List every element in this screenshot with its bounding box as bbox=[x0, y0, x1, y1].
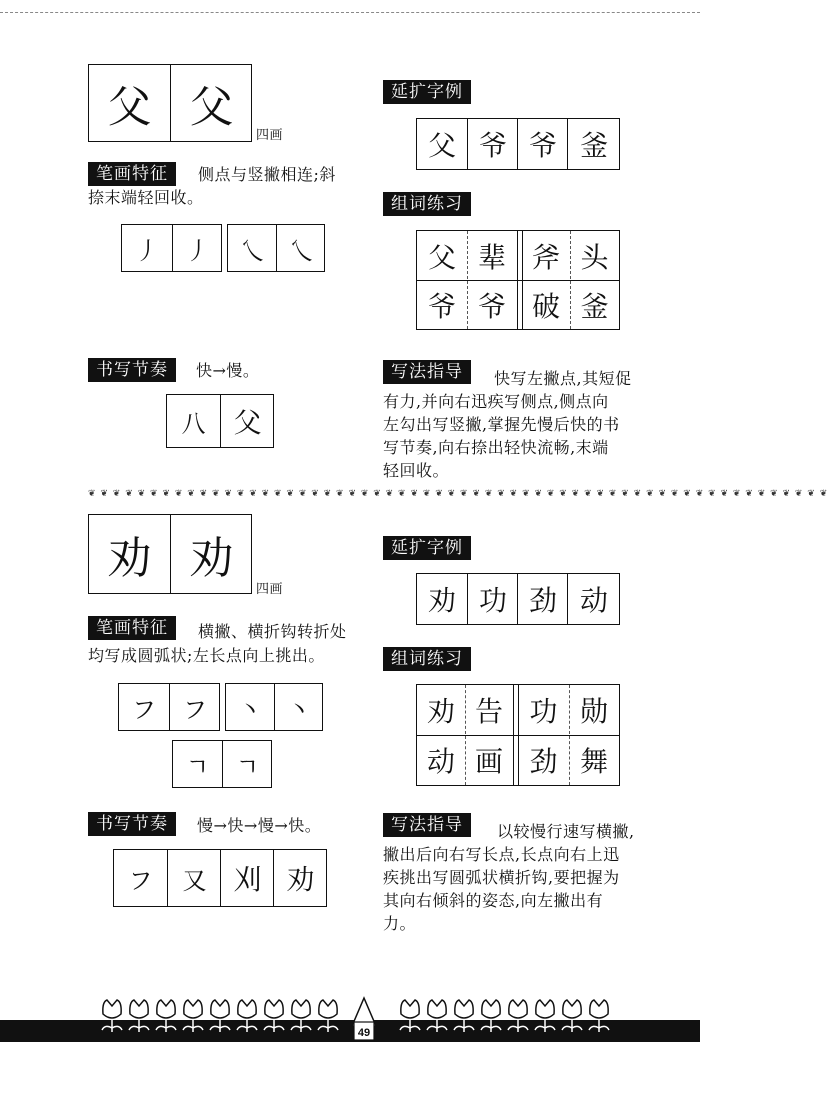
s1-stroke-count: 四画 bbox=[256, 128, 284, 143]
s2-feature-text-1: 横撇、横折钩转折处 bbox=[198, 622, 347, 641]
s1-guide-label: 写法指导 bbox=[383, 360, 471, 384]
s2-stroke-4: 丶 bbox=[274, 684, 323, 730]
footer-tulip bbox=[292, 1000, 310, 1018]
s1-stroke-4: 乀 bbox=[276, 225, 325, 271]
s2-rhythm-cell-4: 劝 bbox=[273, 850, 327, 906]
s2-stroke-5: ㄱ bbox=[185, 752, 210, 781]
s1-rhythm-cell-2: 父 bbox=[220, 395, 274, 447]
s2-rhythm-cell-1: フ bbox=[128, 866, 153, 895]
s1-rhythm-box bbox=[166, 394, 274, 448]
s1-main-char-left: 父 bbox=[107, 82, 152, 133]
s1-words-grid bbox=[416, 230, 620, 330]
footer-tulip bbox=[509, 1000, 527, 1018]
page-number: 49 bbox=[357, 1027, 371, 1039]
footer-tulip bbox=[482, 1000, 500, 1018]
s2-stroke-3: 丶 bbox=[238, 695, 262, 724]
s2-rhythm-cell-3: 刈 bbox=[220, 850, 274, 906]
s1-feature-text-2: 捺末端轻回收。 bbox=[88, 188, 204, 207]
s2-word-2b: 勋 bbox=[579, 695, 608, 728]
s1-expand-grid bbox=[416, 118, 620, 170]
s2-guide-line-5: 力。 bbox=[383, 914, 417, 933]
footer-tulip bbox=[130, 1000, 148, 1018]
s2-feature-text-2: 均写成圆弧状;左长点向上挑出。 bbox=[88, 646, 325, 665]
footer-tulip bbox=[184, 1000, 202, 1018]
s2-words-grid bbox=[416, 684, 620, 786]
s2-rhythm-text: 慢→快→慢→快。 bbox=[197, 816, 322, 835]
footer-tulip bbox=[103, 1000, 121, 1018]
s2-rhythm-cell-2: 又 bbox=[167, 850, 221, 906]
s2-expand-char-1: 劝 bbox=[427, 584, 456, 617]
s1-stroke-box-2 bbox=[227, 224, 325, 272]
s1-word-4b: 釜 bbox=[580, 289, 609, 323]
s2-main-char-left: 劝 bbox=[107, 533, 152, 584]
s2-expand-grid bbox=[416, 573, 620, 625]
s2-word-4b: 舞 bbox=[579, 745, 608, 778]
s1-rhythm-text: 快→慢。 bbox=[196, 361, 260, 380]
s2-word-3a: 动 bbox=[426, 745, 455, 778]
s1-feature-label: 笔画特征 bbox=[88, 162, 176, 186]
s2-main-char-box bbox=[88, 514, 252, 594]
s2-guide-line-1: 以较慢行速写横撇, bbox=[497, 822, 635, 841]
s1-word-1b: 辈 bbox=[477, 240, 506, 274]
s1-expand-char-3: 爷 bbox=[517, 119, 568, 169]
s2-stroke-6: ㄱ bbox=[222, 741, 272, 787]
s2-stroke-count: 四画 bbox=[256, 582, 284, 597]
s1-word-4a: 破 bbox=[531, 289, 560, 323]
s2-word-4a: 劲 bbox=[529, 745, 558, 778]
footer-tulip bbox=[563, 1000, 581, 1018]
s2-guide-label: 写法指导 bbox=[383, 813, 471, 837]
s1-feature-text-1: 侧点与竖撇相连;斜 bbox=[198, 165, 336, 184]
top-rule bbox=[0, 12, 700, 13]
s2-words-label: 组词练习 bbox=[383, 647, 471, 671]
s1-word-3b: 爷 bbox=[477, 289, 506, 323]
s1-guide-line-4: 写节奏,向右捺出轻快流畅,末端 bbox=[383, 438, 609, 457]
s2-stroke-box-2 bbox=[225, 683, 323, 731]
footer-tulip bbox=[238, 1000, 256, 1018]
footer-tulip bbox=[428, 1000, 446, 1018]
s2-word-2a: 功 bbox=[529, 695, 558, 728]
s1-words-vline-mid bbox=[517, 231, 518, 329]
s1-stroke-2: 丿 bbox=[172, 225, 222, 271]
s1-word-1a: 父 bbox=[427, 240, 456, 274]
s1-expand-char-1: 父 bbox=[427, 129, 456, 162]
s1-words-label: 组词练习 bbox=[383, 192, 471, 216]
s1-word-2b: 头 bbox=[580, 240, 609, 274]
s1-stroke-1: 丿 bbox=[135, 236, 159, 265]
s1-main-char-box bbox=[88, 64, 252, 142]
s1-word-3a: 爷 bbox=[427, 289, 456, 323]
footer-tulip bbox=[455, 1000, 473, 1018]
s2-guide-line-2: 撇出后向右写长点,长点向右上迅 bbox=[383, 845, 620, 864]
footer-band bbox=[0, 1020, 700, 1042]
s1-guide-line-5: 轻回收。 bbox=[383, 461, 450, 480]
s2-stroke-box-1 bbox=[118, 683, 220, 731]
s1-guide-line-3: 左勾出写竖撇,掌握先慢后快的书 bbox=[383, 415, 620, 434]
s2-guide-line-4: 其向右倾斜的姿态,向左撇出有 bbox=[383, 891, 604, 910]
s2-guide-line-3: 疾挑出写圆弧状横折钩,要把握为 bbox=[383, 868, 620, 887]
footer-tulip bbox=[401, 1000, 419, 1018]
section-divider: ❦ ❦ ❦ ❦ ❦ ❦ ❦ ❦ ❦ ❦ ❦ ❦ ❦ ❦ ❦ ❦ ❦ ❦ ❦ ❦ ❦ ❦ ❦ ❦ ❦ ❦ ❦ ❦ ❦ ❦ ❦ ❦ ❦ ❦ ❦ ❦ ❦ ❦ ❦ ❦ ❦ ❦ ❦ ❦ ❦ ❦ ❦ ❦ ❦ ❦ ❦ ❦ ❦ ❦ ❦ ❦ ❦ ❦ ❦ ❦ bbox=[88, 489, 828, 499]
s2-rhythm-label: 书写节奏 bbox=[88, 812, 176, 836]
s2-rhythm-box bbox=[113, 849, 327, 907]
footer-tulip bbox=[211, 1000, 229, 1018]
footer-tulip bbox=[590, 1000, 608, 1018]
s2-stroke-2: フ bbox=[169, 684, 220, 730]
s1-guide-line-1: 快写左撇点,其短促 bbox=[494, 369, 632, 388]
s2-word-1b: 告 bbox=[474, 695, 503, 728]
s1-rhythm-cell-1: 八 bbox=[181, 409, 206, 438]
footer-tulip bbox=[536, 1000, 554, 1018]
s1-stroke-box-1 bbox=[121, 224, 222, 272]
s1-guide-line-2: 有力,并向右迅疾写侧点,侧点向 bbox=[383, 392, 609, 411]
s2-stroke-1: フ bbox=[132, 695, 156, 724]
s2-word-3b: 画 bbox=[474, 745, 503, 778]
s2-expand-char-3: 劲 bbox=[517, 574, 568, 624]
s2-expand-label: 延扩字例 bbox=[383, 536, 471, 560]
s2-words-vline-mid bbox=[513, 685, 514, 785]
s1-expand-char-4: 釜 bbox=[567, 119, 620, 169]
s2-main-char-right: 劝 bbox=[170, 515, 252, 593]
s2-feature-label: 笔画特征 bbox=[88, 616, 176, 640]
footer-tulip-border bbox=[0, 992, 700, 1042]
s1-word-2a: 斧 bbox=[531, 240, 560, 274]
footer-tulip bbox=[265, 1000, 283, 1018]
s1-rhythm-label: 书写节奏 bbox=[88, 358, 176, 382]
s1-expand-char-2: 爷 bbox=[467, 119, 518, 169]
footer-tulip bbox=[319, 1000, 337, 1018]
s2-stroke-box-3 bbox=[172, 740, 272, 788]
footer-tulip bbox=[157, 1000, 175, 1018]
s1-stroke-3: 乀 bbox=[240, 236, 264, 265]
s2-expand-char-4: 动 bbox=[567, 574, 620, 624]
s2-word-1a: 劝 bbox=[426, 695, 455, 728]
s1-expand-label: 延扩字例 bbox=[383, 80, 471, 104]
s1-main-char-right: 父 bbox=[170, 65, 252, 141]
s2-expand-char-2: 功 bbox=[467, 574, 518, 624]
